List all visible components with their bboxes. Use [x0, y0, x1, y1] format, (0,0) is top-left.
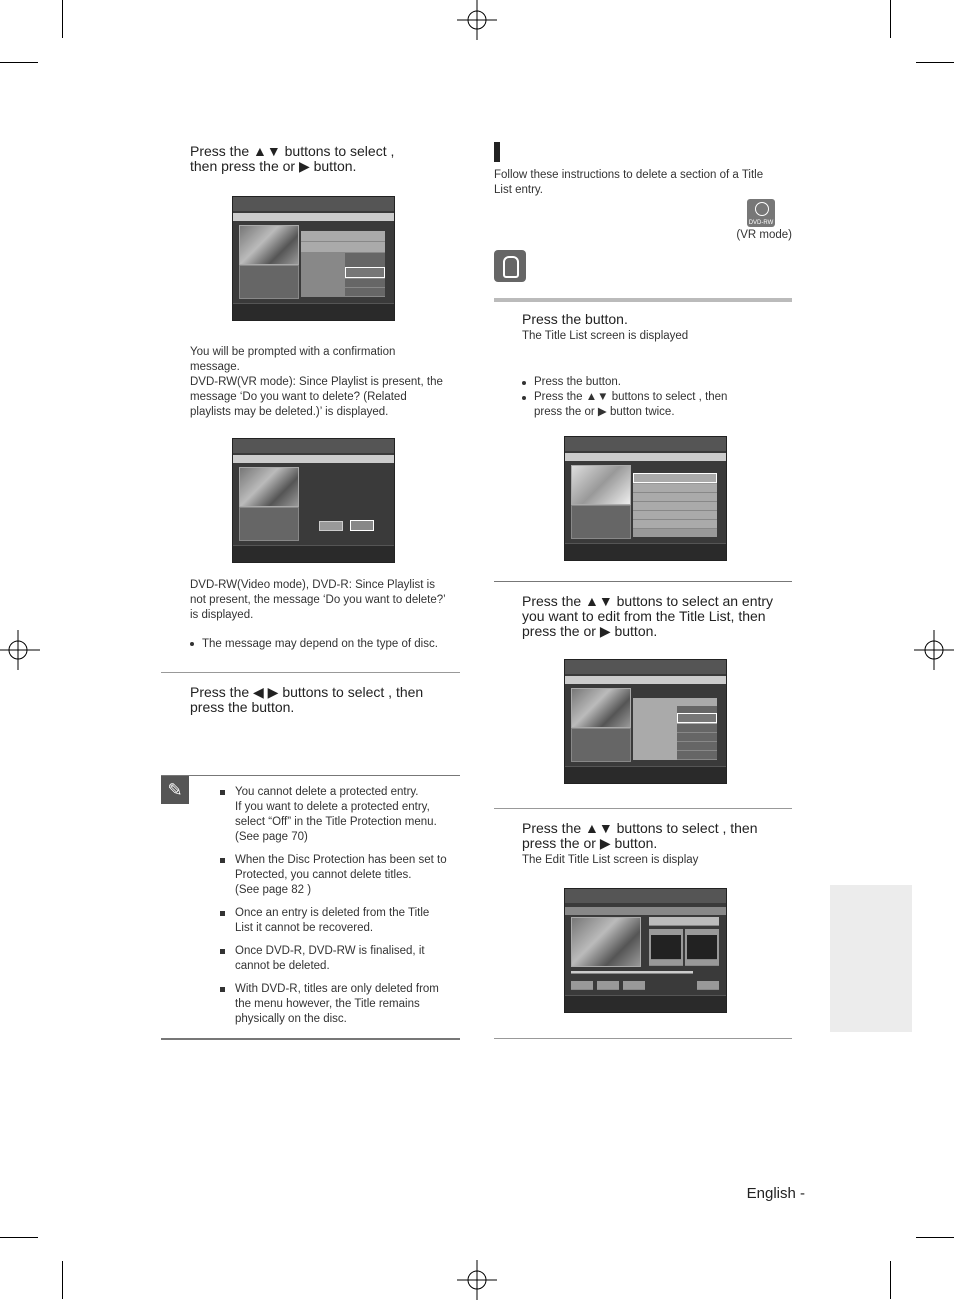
- side-tab: [830, 885, 912, 1032]
- bullet-dot-icon: [190, 642, 194, 646]
- registration-mark-icon: [457, 1260, 497, 1300]
- hand-press-icon: [494, 250, 526, 282]
- bullet-dot-icon: [522, 381, 526, 385]
- bullet-dot-icon: [522, 396, 526, 400]
- divider: [161, 775, 460, 776]
- osd-screen-edit-menu: [564, 659, 727, 784]
- square-bullet-icon: [220, 949, 225, 954]
- bullet-item: Press the button.: [522, 375, 792, 390]
- left-paragraph-1: You will be prompted with a confirmation message. DVD-RW(VR mode): Since Playlist is present, the message ‘Do you want to delete? (Related playlists may be deleted.)’ is displayed.: [190, 346, 443, 418]
- osd-screen-title-menu: [232, 196, 395, 321]
- left-step-2: Press the ◀ ▶ buttons to select , then press the button.: [190, 684, 424, 715]
- crop-mark: [890, 1261, 891, 1299]
- registration-mark-icon: [0, 630, 40, 670]
- note-item: You cannot delete a protected entry. If you want to delete a protected entry, select “Off” in the Title Protection menu. (See page 70): [220, 785, 465, 845]
- square-bullet-icon: [220, 790, 225, 795]
- left-step-1: Press the ▲▼ buttons to select , then press the or ▶ button.: [190, 143, 395, 174]
- note-pencil-icon: ✎: [161, 776, 189, 804]
- registration-mark-icon: [914, 630, 954, 670]
- crop-mark: [916, 62, 954, 63]
- square-bullet-icon: [220, 858, 225, 863]
- right-bullets: [522, 375, 792, 420]
- note-item: With DVD-R, titles are only deleted from the menu however, the Title remains physically on the disc.: [220, 982, 465, 1027]
- crop-mark: [62, 0, 63, 38]
- crop-mark: [916, 1237, 954, 1238]
- divider: [494, 808, 792, 809]
- right-step-1: Press the button. The Title List screen is displayed: [522, 311, 689, 342]
- divider: [494, 581, 792, 582]
- bullet-item: Press the ▲▼ buttons to select , then press the or ▶ button twice.: [522, 390, 792, 420]
- osd-screen-title-list: [564, 436, 727, 561]
- crop-mark: [0, 1237, 38, 1238]
- notes-list: [220, 785, 465, 1027]
- osd-screen-delete-confirm: [232, 438, 395, 563]
- crop-mark: [0, 62, 38, 63]
- square-bullet-icon: [220, 911, 225, 916]
- page-label: English -: [746, 1185, 805, 1202]
- note-item: Once an entry is deleted from the Title List it cannot be recovered.: [220, 906, 465, 936]
- square-bullet-icon: [220, 987, 225, 992]
- left-bullet: The message may depend on the type of disc.: [190, 637, 465, 652]
- note-item: Once DVD-R, DVD-RW is finalised, it cannot be deleted.: [220, 944, 465, 974]
- right-step-2: Press the ▲▼ buttons to select an entry you want to edit from the Title List, then press the or ▶ button.: [522, 593, 774, 639]
- divider: [161, 1038, 460, 1040]
- registration-mark-icon: [457, 0, 497, 40]
- divider: [161, 672, 460, 673]
- divider: [494, 1038, 792, 1039]
- right-step-3: Press the ▲▼ buttons to select , then press the or ▶ button. The Edit Title List screen is display: [522, 820, 758, 866]
- dvd-rw-disc-icon: DVD-RW: [747, 199, 775, 227]
- osd-screen-edit-title-list: [564, 888, 727, 1013]
- left-paragraph-2: DVD-RW(Video mode), DVD-R: Since Playlist is not present, the message ‘Do you want to delete?’ is displayed.: [190, 579, 446, 621]
- note-item: When the Disc Protection has been set to Protected, you cannot delete titles. (See page 82 ): [220, 853, 465, 898]
- right-intro: Follow these instructions to delete a section of a Title List entry.: [494, 169, 764, 196]
- crop-mark: [890, 0, 891, 38]
- section-marker: [494, 142, 500, 162]
- crop-mark: [62, 1261, 63, 1299]
- divider-thick: [494, 298, 792, 302]
- vr-mode-label: (VR mode): [736, 229, 792, 241]
